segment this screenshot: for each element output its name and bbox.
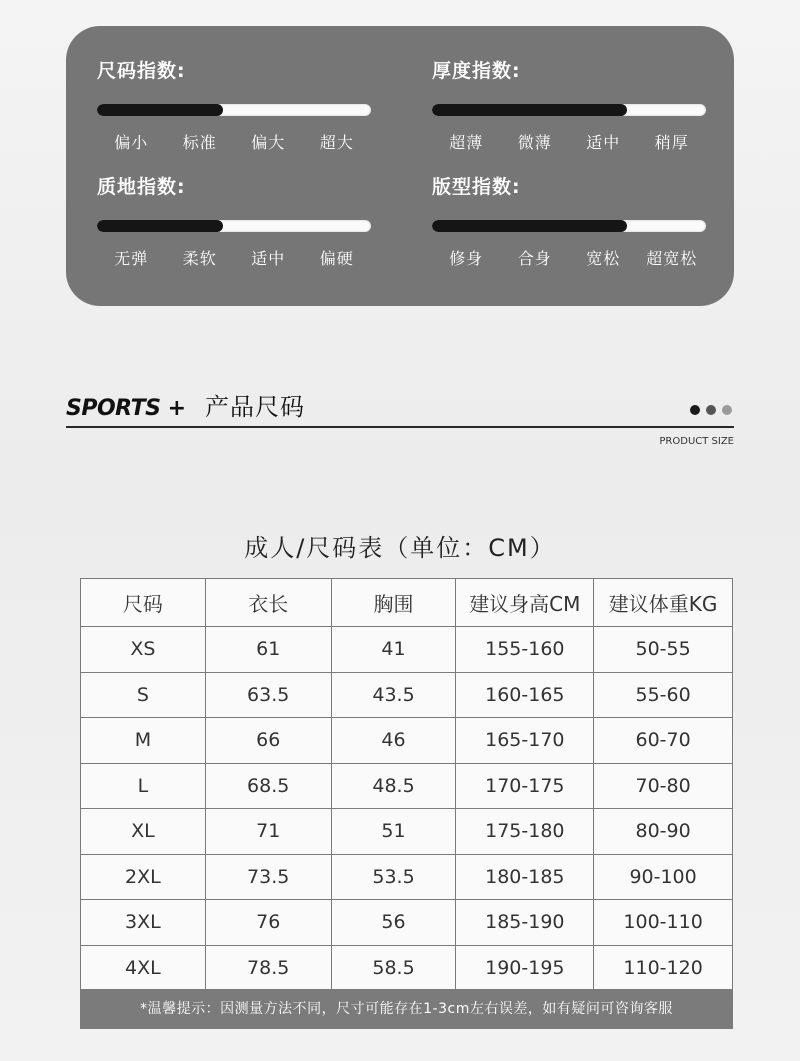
brand-logo: SPORTS +	[66, 396, 186, 421]
tick-label: 柔软	[182, 249, 217, 268]
table-cell: S	[81, 672, 206, 718]
table-cell: 53.5	[331, 854, 456, 900]
tick-label: 宽松	[586, 249, 621, 268]
table-cell: M	[81, 718, 206, 764]
header-chest: 胸围	[331, 579, 456, 627]
thickness-index-fill	[432, 104, 627, 116]
header-height: 建议身高CM	[456, 579, 594, 627]
table-cell: 110-120	[594, 945, 733, 991]
dot-icon	[690, 405, 700, 415]
table-cell: 155-160	[456, 627, 594, 673]
table-cell: 73.5	[205, 854, 331, 900]
table-cell: 43.5	[331, 672, 456, 718]
table-cell: XL	[81, 809, 206, 855]
table-cell: 190-195	[456, 945, 594, 991]
table-cell: 70-80	[594, 763, 733, 809]
table-cell: 46	[331, 718, 456, 764]
table-cell: 50-55	[594, 627, 733, 673]
table-row	[81, 672, 733, 718]
table-row	[81, 718, 733, 764]
tick-label: 标准	[182, 133, 217, 152]
table-cell: 68.5	[205, 763, 331, 809]
table-cell: 55-60	[594, 672, 733, 718]
tick-label: 适中	[586, 133, 621, 152]
dot-icon	[706, 405, 716, 415]
table-cell: 51	[331, 809, 456, 855]
header-weight: 建议体重KG	[594, 579, 733, 627]
table-cell: 170-175	[456, 763, 594, 809]
tick-label: 超薄	[449, 133, 484, 152]
thickness-index-track	[432, 104, 706, 116]
thickness-index-ticks	[432, 130, 706, 153]
section-divider	[66, 426, 734, 428]
tick-label: 修身	[449, 249, 484, 268]
table-cell: 4XL	[81, 945, 206, 991]
table-cell: 66	[205, 718, 331, 764]
texture-index-meter	[97, 174, 371, 269]
table-cell: 63.5	[205, 672, 331, 718]
table-cell: 61	[205, 627, 331, 673]
tick-label: 偏大	[251, 133, 286, 152]
tick-label: 无弹	[114, 249, 149, 268]
fabric-index-panel	[66, 26, 734, 306]
table-cell: 180-185	[456, 854, 594, 900]
table-cell: 3XL	[81, 900, 206, 946]
table-cell: 58.5	[331, 945, 456, 991]
table-cell: 71	[205, 809, 331, 855]
texture-index-fill	[97, 220, 223, 232]
size-table-title: 成人/尺码表（单位：CM）	[244, 534, 556, 562]
table-cell: 90-100	[594, 854, 733, 900]
tick-label: 偏小	[114, 133, 149, 152]
texture-index-ticks	[97, 246, 371, 269]
table-cell: 48.5	[331, 763, 456, 809]
fit-index-ticks	[432, 246, 706, 269]
table-cell: 80-90	[594, 809, 733, 855]
table-cell: 76	[205, 900, 331, 946]
dot-icon	[722, 405, 732, 415]
fit-index-track	[432, 220, 706, 232]
table-cell: 78.5	[205, 945, 331, 991]
tick-label: 微薄	[517, 133, 552, 152]
section-subtitle: PRODUCT SIZE	[659, 436, 734, 447]
table-cell: 165-170	[456, 718, 594, 764]
table-cell: L	[81, 763, 206, 809]
size-table	[80, 578, 733, 991]
tick-label: 偏硬	[319, 249, 354, 268]
header-length: 衣长	[205, 579, 331, 627]
fit-index-title: 版型指数:	[432, 176, 521, 198]
size-index-track	[97, 104, 371, 116]
table-row	[81, 627, 733, 673]
thickness-index-meter	[432, 58, 706, 153]
table-cell: XS	[81, 627, 206, 673]
table-cell: 100-110	[594, 900, 733, 946]
table-row	[81, 763, 733, 809]
table-cell: 185-190	[456, 900, 594, 946]
texture-index-title: 质地指数:	[97, 176, 186, 198]
decorative-dots	[690, 405, 732, 415]
table-cell: 175-180	[456, 809, 594, 855]
fit-index-meter	[432, 174, 706, 269]
size-index-title: 尺码指数:	[97, 60, 186, 82]
tick-label: 合身	[517, 249, 552, 268]
table-cell: 56	[331, 900, 456, 946]
table-row	[81, 900, 733, 946]
texture-index-track	[97, 220, 371, 232]
thickness-index-title: 厚度指数:	[432, 60, 521, 82]
tick-label: 适中	[251, 249, 286, 268]
size-index-meter	[97, 58, 371, 153]
tick-label: 超大	[319, 133, 354, 152]
header-size: 尺码	[81, 579, 206, 627]
table-row	[81, 945, 733, 991]
table-header-row	[81, 579, 733, 627]
table-cell: 41	[331, 627, 456, 673]
table-cell: 2XL	[81, 854, 206, 900]
size-index-ticks	[97, 130, 371, 153]
table-row	[81, 809, 733, 855]
table-cell: 60-70	[594, 718, 733, 764]
section-title: 产品尺码	[205, 393, 305, 421]
table-cell: 160-165	[456, 672, 594, 718]
fit-index-fill	[432, 220, 627, 232]
tick-label: 超宽松	[646, 249, 698, 268]
size-index-fill	[97, 104, 223, 116]
table-row	[81, 854, 733, 900]
tick-label: 稍厚	[654, 133, 689, 152]
measurement-tip: *温馨提示：因测量方法不同，尺寸可能存在1-3cm左右误差，如有疑问可咨询客服	[80, 989, 733, 1029]
